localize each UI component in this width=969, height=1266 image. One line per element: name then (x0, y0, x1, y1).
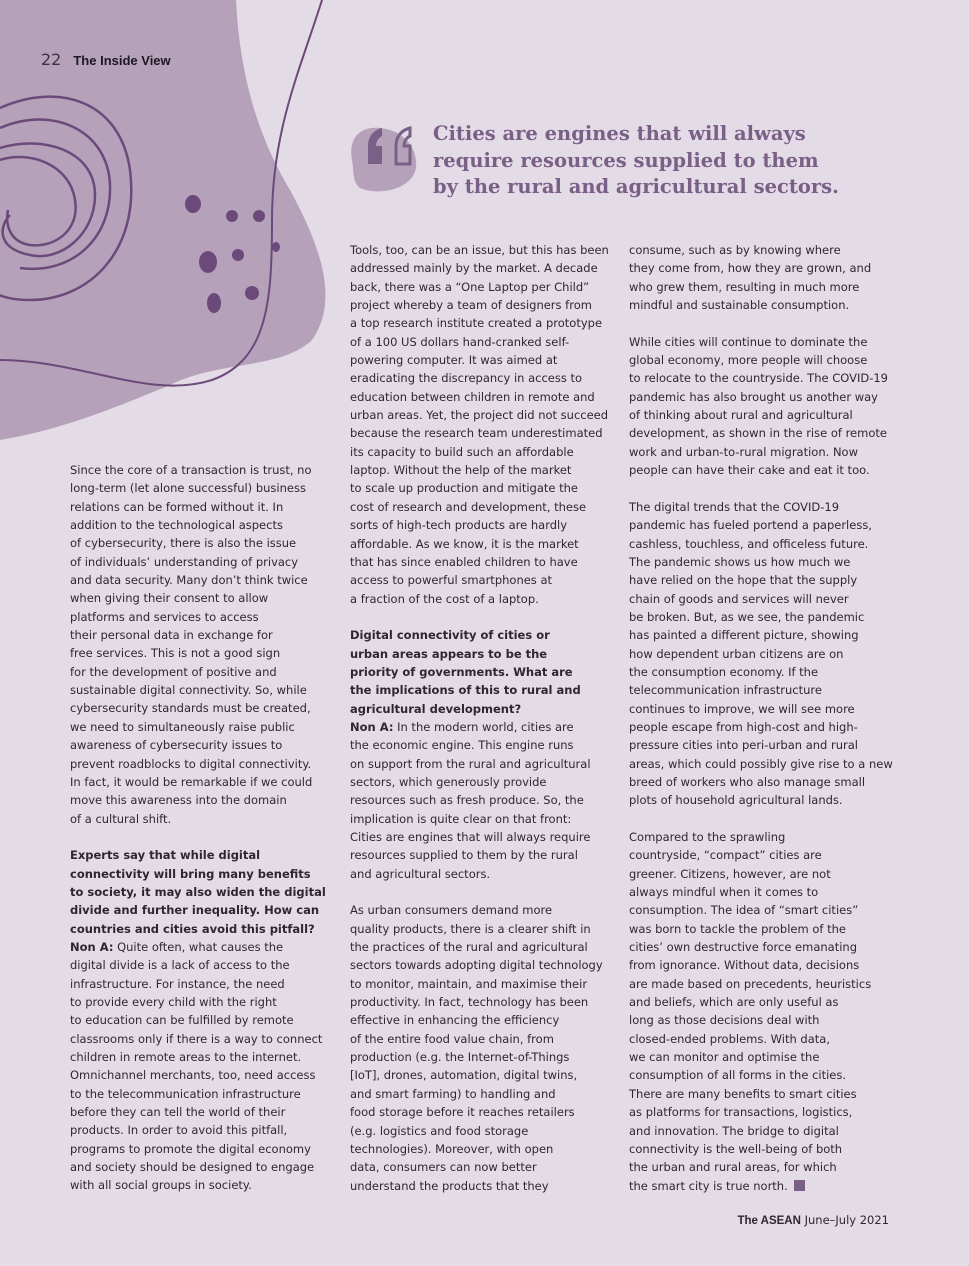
text-line: of thinking about rural and agricultural (629, 408, 853, 423)
text-line: laptop. Without the help of the market (350, 463, 572, 478)
page-footer (737, 1213, 889, 1227)
text-line: they come from, how they are grown, and (629, 261, 872, 276)
text-line: digital divide is a lack of access to the (70, 958, 290, 973)
text-line: sorts of high-tech products are hardly (350, 518, 568, 533)
text-line: production (e.g. the Internet-of-Things (350, 1050, 570, 1065)
text-line: relations can be formed without it. In (70, 499, 284, 514)
text-line: quality products, there is a clearer shift in (350, 921, 591, 936)
text-line: [IoT], drones, automation, digital twins, (350, 1068, 578, 1083)
text-line: addition to the technological aspects (70, 518, 283, 533)
quote-mark-icon (348, 124, 424, 196)
pull-quote-line: Cities are engines that will always (433, 122, 806, 145)
text-line: the consumption economy. If the (629, 664, 819, 679)
text-line: implication is quite clear on that front: (350, 811, 572, 826)
text-line: to relocate to the countryside. The COVID-19 (629, 371, 888, 386)
text-line: its capacity to build such an affordable (350, 444, 574, 459)
text-line: telecommunication infrastructure (629, 683, 822, 698)
decorative-dot (226, 210, 238, 222)
text-line: priority of governments. What are (350, 664, 573, 679)
text-line: Experts say that while digital (70, 848, 261, 863)
text-line: pandemic has fueled portend a paperless, (629, 518, 872, 533)
text-line: we can monitor and optimise the (629, 1050, 820, 1065)
text-line: consumption of all forms in the cities. (629, 1068, 847, 1083)
paragraph (629, 241, 891, 314)
page-header (41, 50, 171, 69)
text-line: and agricultural sectors. (350, 866, 491, 881)
paragraph (350, 241, 612, 608)
text-line: education between children in remote and (350, 389, 595, 404)
text-line: for the development of positive and (70, 664, 277, 679)
text-line: to scale up production and mitigate the (350, 481, 578, 496)
text-line: of cybersecurity, there is also the issue (70, 536, 297, 551)
paragraph (629, 333, 891, 480)
text-line: awareness of cybersecurity issues to (70, 738, 283, 753)
text-line: consumption. The idea of “smart cities” (629, 903, 859, 918)
text-line: Omnichannel merchants, too, need access (70, 1068, 316, 1083)
text-line: the implications of this to rural and (350, 683, 581, 698)
text-line: of individuals’ understanding of privacy (70, 554, 299, 569)
decorative-dot (245, 286, 259, 300)
section-title: The Inside View (73, 53, 171, 68)
text-line: and society should be designed to engage (70, 1160, 315, 1175)
interview-answer (350, 718, 612, 883)
text-line: prevent roadblocks to digital connectivity. (70, 756, 312, 771)
interview-answer (70, 938, 332, 1195)
pull-quote-line: require resources supplied to them (433, 148, 819, 172)
middle-column (350, 241, 612, 1195)
text-line: people escape from high-cost and high- (629, 719, 858, 734)
text-line: data, consumers can now better (350, 1160, 537, 1175)
text-line: to education can be fulfilled by remote (70, 1013, 294, 1028)
right-column (629, 241, 891, 1195)
text-line: long as those decisions deal with (629, 1013, 820, 1028)
text-line: urban areas. Yet, the project did not succeed (350, 408, 609, 423)
text-line: free services. This is not a good sign (70, 646, 281, 661)
text-line: technologies). Moreover, with open (350, 1141, 554, 1156)
answer-first-line: In the modern world, cities are (393, 719, 574, 734)
text-line: of the entire food value chain, from (350, 1031, 554, 1046)
text-line: a fraction of the cost of a laptop. (350, 591, 539, 606)
paragraph (629, 498, 891, 810)
text-line: cybersecurity standards must be created, (70, 701, 311, 716)
text-line: effective in enhancing the efficiency (350, 1013, 560, 1028)
text-line: cities’ own destructive force emanating (629, 940, 858, 955)
text-line: a top research institute created a prototype (350, 316, 603, 331)
text-line: to monitor, maintain, and maximise their (350, 976, 588, 991)
text-line: have relied on the hope that the supply (629, 573, 858, 588)
text-line: global economy, more people will choose (629, 353, 868, 368)
text-line: urban areas appears to be the (350, 646, 548, 661)
answer-first-line: Quite often, what causes the (113, 939, 284, 954)
text-line: and data security. Many don’t think twice (70, 573, 308, 588)
text-line: agricultural development? (350, 701, 522, 716)
pull-quote-line: by the rural and agricultural sectors. (433, 175, 839, 198)
text-line: cashless, touchless, and officeless future. (629, 536, 869, 551)
text-line: breed of workers who also manage small (629, 774, 866, 789)
text-line: the practices of the rural and agricultural (350, 940, 588, 955)
text-line: are made based on precedents, heuristics (629, 976, 872, 991)
decorative-dot (253, 210, 265, 222)
text-line: back, there was a “One Laptop per Child” (350, 279, 590, 294)
text-line: and smart farming) to handling and (350, 1086, 556, 1101)
text-line: pressure cities into peri-urban and rural (629, 738, 858, 753)
text-line: of a 100 US dollars hand-cranked self- (350, 334, 570, 349)
text-line: as platforms for transactions, logistics, (629, 1105, 853, 1120)
text-line: eradicating the discrepancy in access to (350, 371, 583, 386)
text-line: Digital connectivity of cities or (350, 628, 550, 643)
text-line: addressed mainly by the market. A decade (350, 261, 598, 276)
text-line: because the research team underestimated (350, 426, 603, 441)
text-line: countryside, “compact” cities are (629, 848, 822, 863)
text-line: has painted a different picture, showing (629, 628, 859, 643)
text-line: the smart city is true north. (629, 1177, 891, 1195)
text-line: pandemic has also brought us another way (629, 389, 878, 404)
text-line: chain of goods and services will never (629, 591, 849, 606)
text-line: sectors towards adopting digital technology (350, 958, 603, 973)
text-line: access to powerful smartphones at (350, 573, 553, 588)
paragraph (629, 828, 891, 1195)
text-line: greener. Citizens, however, are not (629, 866, 831, 881)
text-line: As urban consumers demand more (350, 903, 553, 918)
end-of-article-mark (794, 1180, 805, 1191)
text-line: Cities are engines that will always require (350, 830, 591, 844)
text-line: of a cultural shift. (70, 811, 172, 826)
text-line: people can have their cake and eat it too. (629, 463, 870, 478)
text-line: and beliefs, which are only useful as (629, 995, 839, 1010)
text-line: work and urban-to-rural migration. Now (629, 444, 858, 459)
text-line: consume, such as by knowing where (629, 243, 841, 257)
text-line: connectivity is the well-being of both (629, 1141, 843, 1156)
page-number: 22 (41, 50, 62, 69)
text-line: project whereby a team of designers from (350, 298, 592, 313)
text-line: on support from the rural and agricultural (350, 756, 591, 771)
issue-date: June–July 2021 (804, 1213, 889, 1227)
paragraph (350, 901, 612, 1195)
text-line: areas, which could possibly give rise to a new (629, 756, 893, 771)
text-line: productivity. In fact, technology has been (350, 995, 589, 1010)
text-line: divide and further inequality. How can (70, 903, 320, 918)
text-line: to society, it may also widen the digital (70, 884, 326, 899)
text-line: we need to simultaneously raise public (70, 719, 295, 734)
text-line: plots of household agricultural lands. (629, 793, 843, 808)
text-line: resources such as fresh produce. So, the (350, 793, 584, 808)
text-line: closed-ended problems. With data, (629, 1031, 830, 1046)
text-line: While cities will continue to dominate the (629, 334, 868, 349)
text-line: continues to improve, we will see more (629, 701, 855, 716)
text-line: how dependent urban citizens are on (629, 646, 844, 661)
interview-question (70, 846, 332, 938)
decorative-dot (185, 195, 201, 213)
left-column (70, 461, 332, 1195)
text-line: powering computer. It was aimed at (350, 353, 558, 368)
decorative-dot (207, 293, 221, 313)
text-line: infrastructure. For instance, the need (70, 976, 285, 991)
interview-question (350, 626, 612, 718)
text-line: resources supplied to them by the rural (350, 848, 578, 863)
answer-label: Non A: (350, 719, 394, 734)
pull-quote (433, 121, 903, 201)
text-line: move this awareness into the domain (70, 793, 287, 808)
answer-label: Non A: (70, 939, 114, 954)
paragraph (70, 461, 332, 828)
text-line: Since the core of a transaction is trust, no (70, 463, 312, 477)
text-line: to the telecommunication infrastructure (70, 1086, 301, 1101)
text-line: children in remote areas to the internet. (70, 1050, 302, 1064)
text-line: cost of research and development, these (350, 499, 587, 514)
text-line: In fact, it would be remarkable if we could (70, 774, 313, 789)
text-line: always mindful when it comes to (629, 885, 819, 900)
text-line: (e.g. logistics and food storage (350, 1123, 529, 1138)
text-line: connectivity will bring many benefits (70, 866, 311, 881)
text-line: was born to tackle the problem of the (629, 921, 846, 936)
text-line: Compared to the sprawling (629, 830, 786, 844)
text-line: when giving their consent to allow (70, 591, 269, 606)
text-line: that has since enabled children to have (350, 554, 578, 569)
text-line: long-term (let alone successful) business (70, 481, 306, 496)
text-line: countries and cities avoid this pitfall? (70, 921, 315, 936)
text-line: with all social groups in society. (70, 1178, 252, 1193)
text-line: who grew them, resulting in much more (629, 279, 860, 294)
text-line: and innovation. The bridge to digital (629, 1123, 839, 1138)
text-line: the urban and rural areas, for which (629, 1160, 837, 1175)
text-line: their personal data in exchange for (70, 628, 273, 643)
text-line: the economic engine. This engine runs (350, 738, 574, 753)
text-line: before they can tell the world of their (70, 1105, 286, 1120)
text-line: programs to promote the digital economy (70, 1141, 311, 1156)
decorative-dot (199, 251, 217, 273)
decorative-dot (232, 249, 244, 261)
text-line: sustainable digital connectivity. So, while (70, 683, 307, 698)
text-line: food storage before it reaches retailers (350, 1105, 575, 1120)
text-line: There are many benefits to smart cities (629, 1086, 857, 1101)
text-line: be broken. But, as we see, the pandemic (629, 609, 865, 624)
text-line: products. In order to avoid this pitfall, (70, 1123, 288, 1138)
decorative-dot (272, 242, 280, 252)
text-line: mindful and sustainable consumption. (629, 298, 850, 313)
text-line: from ignorance. Without data, decisions (629, 958, 860, 973)
text-line: sectors, which generously provide (350, 774, 547, 789)
text-line: The pandemic shows us how much we (629, 554, 851, 569)
text-line: platforms and services to access (70, 609, 259, 624)
text-line: development, as shown in the rise of remote (629, 426, 887, 441)
text-line: Tools, too, can be an issue, but this has been (350, 243, 609, 257)
text-line: to provide every child with the right (70, 994, 277, 1009)
text-line: The digital trends that the COVID-19 (629, 499, 840, 514)
text-line: classrooms only if there is a way to connect (70, 1031, 323, 1046)
text-line: understand the products that they (350, 1178, 549, 1193)
publication-name: The ASEAN (737, 1215, 801, 1227)
text-line: affordable. As we know, it is the market (350, 536, 579, 551)
